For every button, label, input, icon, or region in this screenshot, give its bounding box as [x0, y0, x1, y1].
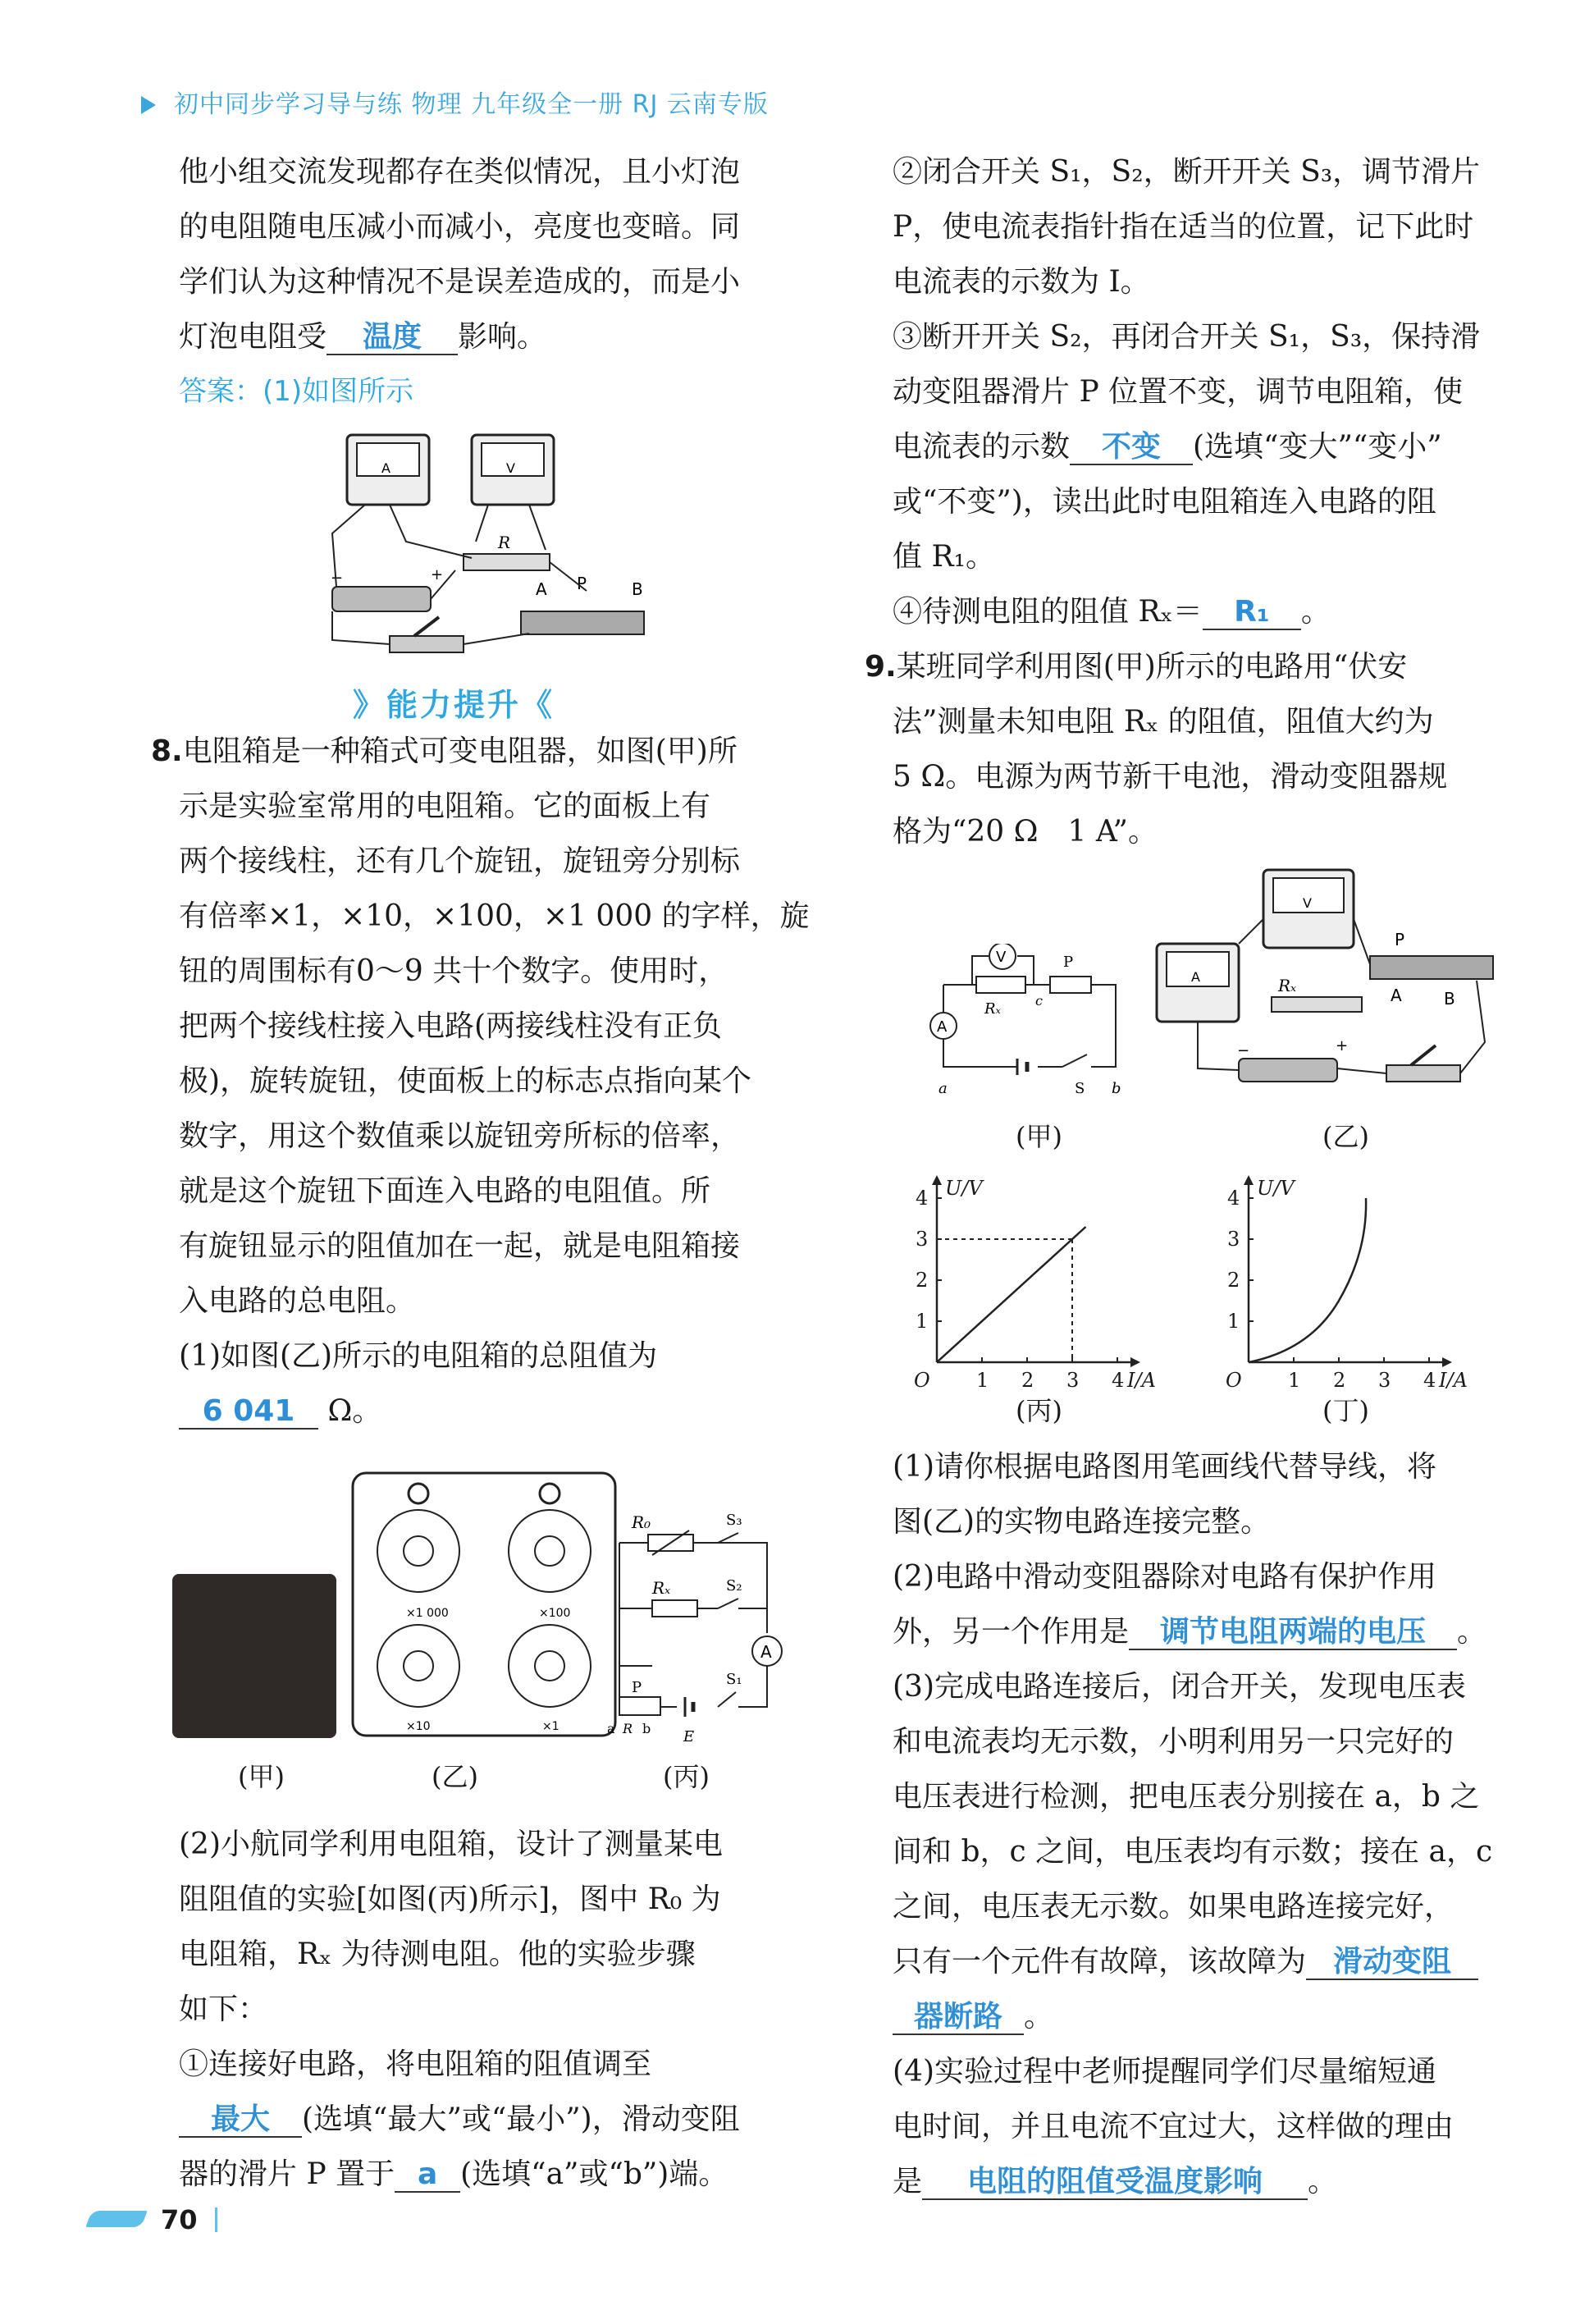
- text-line: (1)请你根据电路图用笔画线代替导线，将: [893, 1450, 1436, 1484]
- text-line: 有旋钮显示的阻值加在一起，就是电阻箱接: [179, 1229, 741, 1263]
- y-tick-label: 3: [1227, 1228, 1240, 1251]
- header-text: 初中同步学习导与练 物理 九年级全一册 RJ 云南专版: [174, 90, 769, 119]
- x-axis-arrow: [1130, 1357, 1140, 1367]
- svg-text:P: P: [1063, 954, 1074, 971]
- question-8: [151, 724, 810, 1439]
- svg-text:×1 000: ×1 000: [406, 1607, 449, 1620]
- figure-caption: (丙): [663, 1761, 710, 1792]
- q9-circuit-diagram: [927, 944, 1124, 1108]
- svg-text:−: −: [1237, 1042, 1250, 1059]
- x-tick-label: 4: [1112, 1369, 1125, 1392]
- text-line: 是 电阻的阻值受温度影响 。: [893, 2165, 1338, 2198]
- text-line: 他小组交流发现都存在类似情况，且小灯泡: [179, 155, 741, 189]
- svg-text:b: b: [642, 1721, 651, 1736]
- svg-text:S: S: [1075, 1080, 1085, 1097]
- text-line: 9.某班同学利用图(甲)所示的电路用“伏安: [865, 650, 1408, 684]
- text-line: 两个接线柱，还有几个旋钮，旋钮旁分别标: [179, 844, 741, 878]
- resistance-box-photo: [172, 1574, 336, 1738]
- x-tick-label: 2: [1333, 1369, 1346, 1392]
- text-line: 法”测量未知电阻 Rₓ 的阻值，阻值大约为: [893, 705, 1434, 739]
- text-line: 把两个接线柱接入电路(两接线柱没有正负: [179, 1009, 723, 1043]
- text-line: 就是这个旋钮下面连入电路的电阻值。所: [179, 1174, 711, 1208]
- svg-text:P: P: [577, 574, 587, 593]
- text-line: P，使电流表指针指在适当的位置，记下此时: [893, 210, 1474, 244]
- text-line: 6 041 Ω。: [179, 1384, 802, 1439]
- section-title: 》能力提升《: [353, 687, 555, 723]
- text-line: 的电阻随电压减小而减小，亮度也变暗。同: [179, 210, 741, 244]
- text-line: 器的滑片 P 置于 a (选填“a”或“b”)端。: [179, 2157, 728, 2191]
- resistance-measure-circuit: [603, 1510, 820, 1748]
- y-tick-label: 3: [916, 1228, 929, 1251]
- text-line: 或“不变”)，读出此时电阻箱连入电路的阻: [893, 485, 1436, 519]
- x-tick-label: 2: [1021, 1369, 1034, 1392]
- svg-text:S₃: S₃: [726, 1512, 742, 1529]
- answer-blank: 不变: [1070, 431, 1193, 465]
- q9-physical-circuit: [1149, 853, 1501, 1100]
- y-tick-label: 4: [916, 1187, 929, 1210]
- svg-text:V: V: [506, 460, 515, 476]
- text-line: (2)小航同学利用电阻箱，设计了测量某电: [179, 1828, 723, 1861]
- text-line: 只有一个元件有故障，该故障为 滑动变阻: [893, 1934, 1516, 1989]
- u-i-graph-bing: [902, 1165, 1173, 1395]
- svg-text:A: A: [1391, 986, 1402, 1005]
- svg-text:B: B: [1444, 989, 1455, 1009]
- answer-heading: 答案：(1)如图所示: [179, 375, 414, 408]
- svg-text:×1: ×1: [542, 1720, 559, 1733]
- svg-text:a: a: [938, 1080, 948, 1097]
- origin-label: O: [1226, 1369, 1242, 1392]
- svg-text:E: E: [683, 1728, 695, 1745]
- x-tick-label: 1: [976, 1369, 989, 1392]
- answer-blank: 器断路: [893, 2001, 1024, 2035]
- answer-blank: 滑动变阻: [1306, 1946, 1478, 1980]
- svg-text:R: R: [623, 1721, 633, 1736]
- question-number: 9.: [865, 650, 897, 684]
- svg-text:S₂: S₂: [726, 1577, 742, 1594]
- y-tick-label: 1: [1227, 1310, 1240, 1333]
- x-tick-label: 3: [1066, 1369, 1080, 1392]
- text-line: (3)完成电路连接后，闭合开关，发现电压表: [893, 1670, 1466, 1704]
- text-line: 入电路的总电阻。: [179, 1284, 416, 1318]
- right-column-top: [865, 144, 1516, 859]
- text-line: 值 R₁。: [893, 540, 995, 574]
- running-header: [141, 84, 769, 120]
- svg-text:A: A: [536, 579, 547, 599]
- y-tick-label: 1: [916, 1310, 929, 1333]
- answer-blank: R₁: [1203, 596, 1301, 630]
- page-marker-icon: [85, 2211, 147, 2227]
- svg-text:V: V: [996, 949, 1007, 966]
- text-line: 有倍率×1，×10，×100，×1 000 的字样，旋: [179, 899, 810, 933]
- text-line: 图(乙)的实物电路连接完整。: [893, 1505, 1271, 1539]
- page-divider: [215, 2207, 217, 2232]
- text-line: 动变阻器滑片 P 位置不变，调节电阻箱，使: [893, 375, 1464, 409]
- text-line: 数字，用这个数值乘以旋钮旁所标的倍率，: [179, 1119, 741, 1153]
- x-tick-label: 4: [1423, 1369, 1436, 1392]
- text-line: 极)，旋转旋钮，使面板上的标志点指向某个: [179, 1064, 752, 1098]
- svg-text:−: −: [331, 570, 344, 587]
- text-line: (2)电路中滑动变阻器除对电路有保护作用: [893, 1560, 1436, 1594]
- text-line: 之间，电压表无示数。如果电路连接完好，: [893, 1890, 1455, 1924]
- text-line: 钮的周围标有0～9 共十个数字。使用时，: [179, 954, 728, 988]
- text-line: (4)实验过程中老师提醒同学们尽量缩短通: [893, 2055, 1436, 2088]
- x-axis-label: I/A: [1127, 1369, 1156, 1392]
- text-line: 器断路 。: [893, 1989, 1516, 2044]
- svg-text:R: R: [498, 533, 511, 552]
- answer-circuit-figure: [316, 427, 660, 665]
- text-line: 间和 b，c 之间，电压表均有示数；接在 a，c: [893, 1835, 1493, 1869]
- text-line: (1)如图(乙)所示的电阻箱的总阻值为: [179, 1339, 658, 1373]
- svg-text:A: A: [937, 1018, 948, 1036]
- x-tick-label: 3: [1378, 1369, 1391, 1392]
- text-line: 格为“20 Ω 1 A”。: [893, 815, 1158, 849]
- svg-text:b: b: [1112, 1080, 1121, 1097]
- answer-blank: 调节电阻两端的电压: [1129, 1616, 1457, 1650]
- svg-text:Rₓ: Rₓ: [652, 1578, 671, 1598]
- series-line: [1249, 1198, 1366, 1362]
- question-9-parts: [893, 1439, 1516, 2209]
- answer-blank: 电阻的阻值受温度影响: [922, 2166, 1308, 2200]
- text-line: 电压表进行检测，把电压表分别接在 a，b 之: [893, 1780, 1480, 1814]
- text-line: 电流表的示数为 I。: [893, 265, 1150, 299]
- origin-label: O: [914, 1369, 930, 1392]
- text-line: 8.电阻箱是一种箱式可变电阻器，如图(甲)所: [151, 734, 738, 768]
- x-tick-label: 1: [1288, 1369, 1301, 1392]
- svg-text:+: +: [1336, 1037, 1349, 1054]
- left-column-top: [179, 144, 802, 419]
- svg-text:V: V: [1303, 895, 1312, 911]
- svg-text:+: +: [431, 566, 444, 583]
- svg-text:×10: ×10: [406, 1720, 431, 1733]
- text-line: 最大 (选填“最大”或“最小”)，滑动变阻: [179, 2092, 802, 2147]
- svg-text:S₁: S₁: [726, 1671, 742, 1688]
- answer-blank: a: [395, 2158, 460, 2193]
- text-line: ④待测电阻的阻值 Rₓ＝ R₁ 。: [893, 595, 1331, 629]
- svg-text:a: a: [607, 1721, 615, 1736]
- svg-text:A: A: [1191, 969, 1200, 985]
- text-line: 外，另一个作用是 调节电阻两端的电压 。: [893, 1615, 1487, 1649]
- page-number: 70: [161, 2204, 198, 2235]
- svg-text:c: c: [1035, 993, 1043, 1009]
- text-line: 电流表的示数 不变 (选填“变大”“变小”: [893, 430, 1442, 464]
- text-line: 学们认为这种情况不是误差造成的，而是小: [179, 265, 741, 299]
- y-axis-label: U/V: [1257, 1177, 1295, 1200]
- figure-caption: (甲): [238, 1761, 285, 1792]
- y-axis-label: U/V: [945, 1177, 983, 1200]
- answer-blank: 最大: [179, 2103, 302, 2138]
- play-triangle-icon: [141, 96, 156, 114]
- text-line: ①连接好电路，将电阻箱的阻值调至: [179, 2047, 652, 2081]
- figure-caption: (甲): [1016, 1121, 1062, 1152]
- figure-caption: (丙): [1016, 1395, 1062, 1426]
- x-axis-label: I/A: [1439, 1369, 1468, 1392]
- text-line: 电阻箱，Rₓ 为待测电阻。他的实验步骤: [179, 1937, 696, 1971]
- resistance-box-panel: [349, 1469, 619, 1740]
- y-axis-arrow: [1244, 1175, 1254, 1185]
- y-tick-label: 2: [1227, 1269, 1240, 1292]
- text-line: 示是实验室常用的电阻箱。它的面板上有: [179, 789, 711, 823]
- text-line: 灯泡电阻受 温度 影响。: [179, 320, 547, 354]
- svg-text:Rₓ: Rₓ: [1278, 976, 1297, 995]
- text-line: 5 Ω。电源为两节新干电池，滑动变阻器规: [893, 760, 1448, 794]
- text-line: 电时间，并且电流不宜过大，这样做的理由: [893, 2110, 1455, 2143]
- svg-text:B: B: [632, 579, 643, 599]
- question-8-part-2: [179, 1817, 802, 2202]
- svg-text:R₀: R₀: [632, 1512, 651, 1532]
- svg-text:P: P: [1395, 930, 1405, 949]
- svg-text:Rₓ: Rₓ: [984, 1000, 1001, 1018]
- text-line: ③断开开关 S₂，再闭合开关 S₁，S₃，保持滑: [893, 320, 1481, 354]
- text-line: 和电流表均无示数，小明利用另一只完好的: [893, 1725, 1455, 1759]
- svg-text:×100: ×100: [539, 1607, 571, 1620]
- figure-caption: (乙): [432, 1761, 478, 1792]
- y-axis-arrow: [932, 1175, 942, 1185]
- svg-text:P: P: [632, 1679, 642, 1696]
- svg-text:A: A: [760, 1642, 772, 1662]
- text-line: 如下：: [179, 1992, 268, 2026]
- svg-text:A: A: [381, 460, 390, 476]
- figure-caption: (丁): [1322, 1395, 1369, 1426]
- text-line: ②闭合开关 S₁，S₂，断开开关 S₃，调节滑片: [893, 155, 1481, 189]
- answer-blank: 6 041: [179, 1395, 318, 1430]
- x-axis-arrow: [1442, 1357, 1452, 1367]
- text-line: 阻阻值的实验[如图(丙)所示]，图中 R₀ 为: [179, 1883, 721, 1916]
- series-line: [937, 1227, 1086, 1362]
- answer-blank: 温度: [327, 321, 458, 355]
- figure-caption: (乙): [1322, 1121, 1369, 1152]
- y-tick-label: 4: [1227, 1187, 1240, 1210]
- question-number: 8.: [151, 734, 183, 768]
- u-i-graph-ding: [1214, 1165, 1485, 1395]
- y-tick-label: 2: [916, 1269, 929, 1292]
